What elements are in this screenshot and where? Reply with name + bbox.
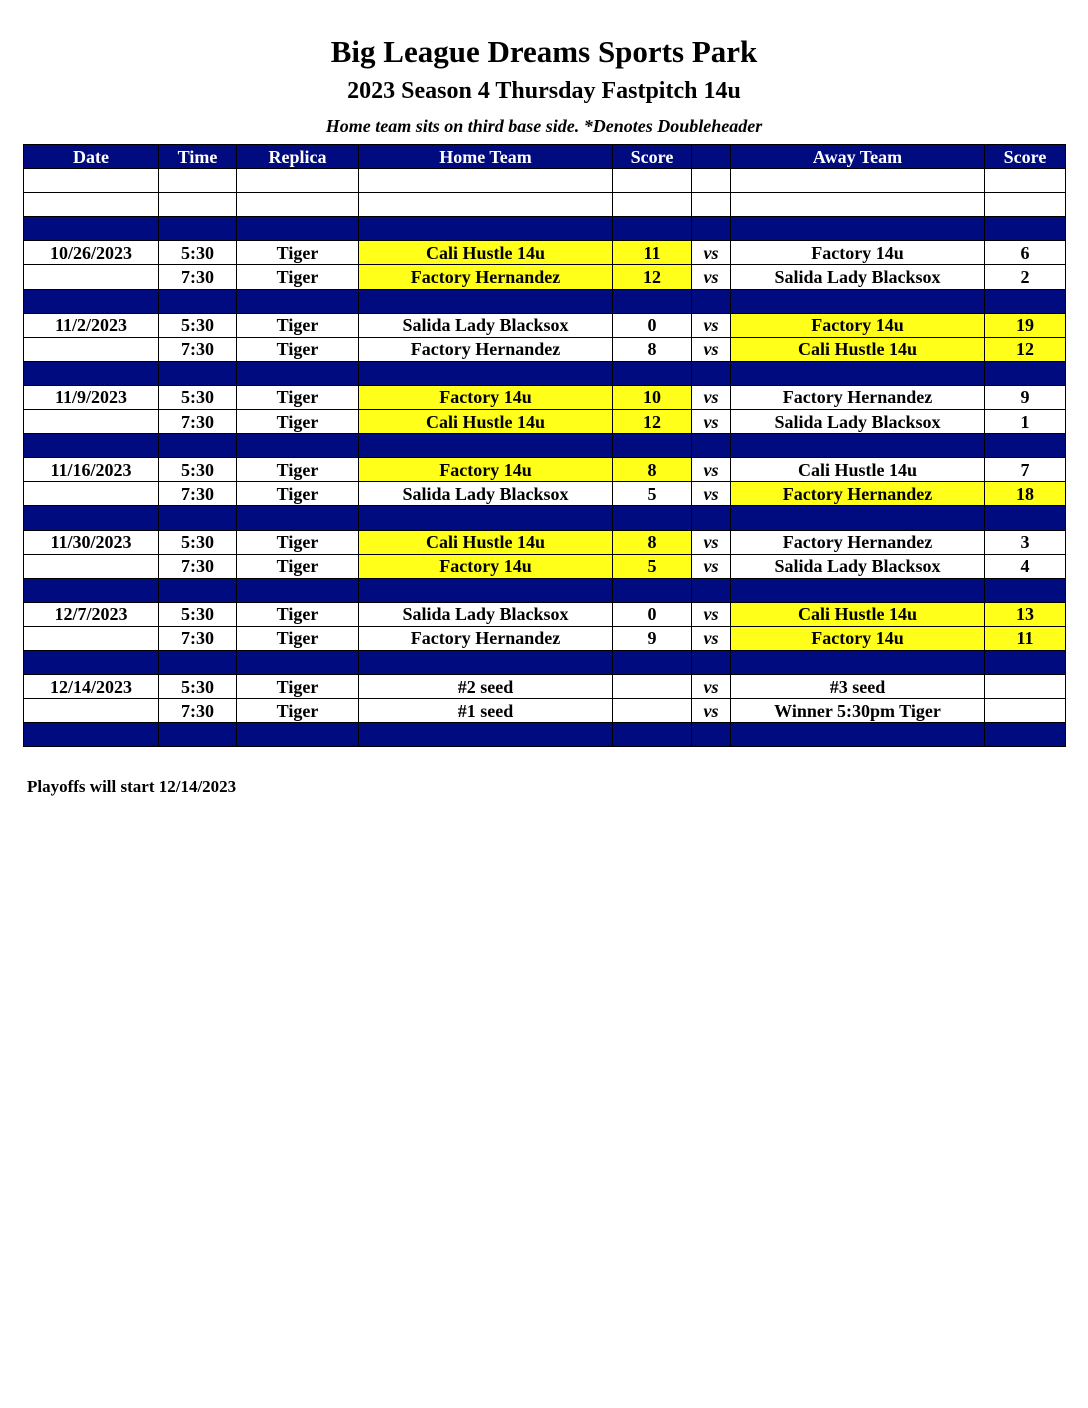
vs-cell: vs [692, 313, 731, 337]
home-team-cell: #1 seed [359, 699, 613, 723]
home-score-cell [613, 506, 692, 530]
game-row [24, 241, 1066, 265]
away-team-cell: Cali Hustle 14u [731, 458, 985, 482]
date-cell: 12/7/2023 [24, 602, 159, 626]
away-team-cell [731, 650, 985, 674]
away-team-cell: Factory Hernandez [731, 482, 985, 506]
away-score-cell: 18 [985, 482, 1066, 506]
date-cell [24, 193, 159, 217]
date-cell: 11/9/2023 [24, 385, 159, 409]
away-team-cell: Factory Hernandez [731, 385, 985, 409]
date-cell [24, 217, 159, 241]
vs-cell [692, 289, 731, 313]
replica-cell: Tiger [237, 626, 359, 650]
home-score-cell: 8 [613, 458, 692, 482]
home-team-cell: Factory Hernandez [359, 626, 613, 650]
game-row [24, 313, 1066, 337]
date-cell: 11/30/2023 [24, 530, 159, 554]
replica-cell [237, 578, 359, 602]
away-team-cell [731, 506, 985, 530]
column-header-home-team: Home Team [359, 145, 613, 169]
home-team-cell: Factory Hernandez [359, 265, 613, 289]
date-cell [24, 578, 159, 602]
replica-cell: Tiger [237, 458, 359, 482]
home-score-cell: 12 [613, 265, 692, 289]
replica-cell: Tiger [237, 675, 359, 699]
time-cell [159, 723, 237, 747]
vs-cell: vs [692, 482, 731, 506]
vs-cell [692, 434, 731, 458]
date-cell: 11/2/2023 [24, 313, 159, 337]
date-cell [24, 337, 159, 361]
away-score-cell: 11 [985, 626, 1066, 650]
home-team-cell: #2 seed [359, 675, 613, 699]
column-header-home-score: Score [613, 145, 692, 169]
away-score-cell [985, 723, 1066, 747]
away-score-cell [985, 699, 1066, 723]
separator-row [24, 506, 1066, 530]
vs-cell: vs [692, 241, 731, 265]
away-score-cell [985, 361, 1066, 385]
away-score-cell [985, 289, 1066, 313]
game-row [24, 385, 1066, 409]
away-team-cell [731, 289, 985, 313]
game-row [24, 699, 1066, 723]
date-cell: 12/14/2023 [24, 675, 159, 699]
away-score-cell [985, 217, 1066, 241]
home-team-cell: Salida Lady Blacksox [359, 313, 613, 337]
away-team-cell: Cali Hustle 14u [731, 602, 985, 626]
separator-row [24, 217, 1066, 241]
column-header-date: Date [24, 145, 159, 169]
time-cell: 7:30 [159, 337, 237, 361]
home-team-cell [359, 169, 613, 193]
date-cell [24, 361, 159, 385]
home-team-cell [359, 217, 613, 241]
replica-cell [237, 723, 359, 747]
vs-cell: vs [692, 337, 731, 361]
date-cell: 10/26/2023 [24, 241, 159, 265]
game-row [24, 265, 1066, 289]
time-cell [159, 578, 237, 602]
time-cell [159, 289, 237, 313]
home-score-cell [613, 650, 692, 674]
home-score-cell: 0 [613, 313, 692, 337]
home-team-cell [359, 723, 613, 747]
away-score-cell: 2 [985, 265, 1066, 289]
replica-cell: Tiger [237, 385, 359, 409]
home-team-cell [359, 578, 613, 602]
column-header-replica: Replica [237, 145, 359, 169]
away-team-cell: Salida Lady Blacksox [731, 410, 985, 434]
table-header-row [24, 145, 1066, 169]
home-score-cell [613, 289, 692, 313]
home-score-cell [613, 434, 692, 458]
home-team-cell: Factory 14u [359, 385, 613, 409]
replica-cell [237, 217, 359, 241]
separator-row [24, 361, 1066, 385]
replica-cell [237, 289, 359, 313]
home-score-cell: 12 [613, 410, 692, 434]
time-cell: 7:30 [159, 699, 237, 723]
page-title: Big League Dreams Sports Park [330, 34, 758, 69]
home-score-cell [613, 217, 692, 241]
replica-cell: Tiger [237, 699, 359, 723]
home-score-cell [613, 723, 692, 747]
game-row [24, 554, 1066, 578]
time-cell: 5:30 [159, 530, 237, 554]
time-cell: 7:30 [159, 410, 237, 434]
home-team-cell: Factory 14u [359, 554, 613, 578]
home-score-cell [613, 675, 692, 699]
away-score-cell: 6 [985, 241, 1066, 265]
home-team-cell: Factory 14u [359, 458, 613, 482]
home-score-cell [613, 699, 692, 723]
date-cell [24, 169, 159, 193]
replica-cell: Tiger [237, 602, 359, 626]
game-row [24, 602, 1066, 626]
replica-cell: Tiger [237, 410, 359, 434]
vs-cell [692, 578, 731, 602]
separator-row [24, 723, 1066, 747]
replica-cell [237, 169, 359, 193]
home-score-cell [613, 193, 692, 217]
away-team-cell: Salida Lady Blacksox [731, 554, 985, 578]
game-row [24, 410, 1066, 434]
vs-cell: vs [692, 458, 731, 482]
away-score-cell [985, 506, 1066, 530]
time-cell [159, 169, 237, 193]
away-team-cell [731, 361, 985, 385]
date-cell [24, 650, 159, 674]
vs-cell [692, 723, 731, 747]
date-cell [24, 289, 159, 313]
column-header-vs [692, 145, 731, 169]
game-row [24, 482, 1066, 506]
separator-row [24, 289, 1066, 313]
time-cell: 5:30 [159, 675, 237, 699]
time-cell: 7:30 [159, 626, 237, 650]
time-cell [159, 506, 237, 530]
vs-cell [692, 361, 731, 385]
home-team-cell: Cali Hustle 14u [359, 241, 613, 265]
home-score-cell: 5 [613, 482, 692, 506]
schedule-table [23, 144, 1066, 747]
vs-cell: vs [692, 699, 731, 723]
time-cell [159, 193, 237, 217]
home-team-cell [359, 434, 613, 458]
time-cell: 5:30 [159, 458, 237, 482]
home-team-cell: Salida Lady Blacksox [359, 602, 613, 626]
away-score-cell [985, 650, 1066, 674]
away-score-cell: 19 [985, 313, 1066, 337]
vs-cell: vs [692, 530, 731, 554]
away-score-cell: 9 [985, 385, 1066, 409]
away-score-cell [985, 675, 1066, 699]
replica-cell [237, 361, 359, 385]
vs-cell: vs [692, 626, 731, 650]
replica-cell: Tiger [237, 554, 359, 578]
date-cell [24, 626, 159, 650]
time-cell [159, 361, 237, 385]
away-team-cell: Cali Hustle 14u [731, 337, 985, 361]
date-cell [24, 554, 159, 578]
vs-cell [692, 506, 731, 530]
away-team-cell: Winner 5:30pm Tiger [731, 699, 985, 723]
replica-cell [237, 193, 359, 217]
away-team-cell [731, 169, 985, 193]
time-cell: 5:30 [159, 385, 237, 409]
away-team-cell: Factory 14u [731, 241, 985, 265]
away-score-cell: 4 [985, 554, 1066, 578]
away-score-cell: 1 [985, 410, 1066, 434]
vs-cell: vs [692, 602, 731, 626]
replica-cell: Tiger [237, 530, 359, 554]
away-team-cell: Salida Lady Blacksox [731, 265, 985, 289]
away-team-cell [731, 723, 985, 747]
home-score-cell [613, 578, 692, 602]
replica-cell [237, 434, 359, 458]
date-cell [24, 723, 159, 747]
home-score-cell: 0 [613, 602, 692, 626]
time-cell: 7:30 [159, 265, 237, 289]
schedule-body [24, 169, 1066, 747]
away-team-cell [731, 434, 985, 458]
home-team-cell [359, 193, 613, 217]
replica-cell: Tiger [237, 265, 359, 289]
column-header-away-score: Score [985, 145, 1066, 169]
page-note: Home team sits on third base side. *Denotes Doubleheader [325, 116, 763, 136]
home-score-cell: 8 [613, 530, 692, 554]
replica-cell: Tiger [237, 241, 359, 265]
away-score-cell: 13 [985, 602, 1066, 626]
home-score-cell: 5 [613, 554, 692, 578]
home-score-cell: 10 [613, 385, 692, 409]
away-score-cell: 7 [985, 458, 1066, 482]
time-cell [159, 434, 237, 458]
game-row [24, 626, 1066, 650]
time-cell [159, 650, 237, 674]
away-score-cell: 3 [985, 530, 1066, 554]
replica-cell [237, 506, 359, 530]
vs-cell [692, 217, 731, 241]
away-score-cell [985, 193, 1066, 217]
time-cell: 5:30 [159, 602, 237, 626]
column-header-time: Time [159, 145, 237, 169]
vs-cell [692, 193, 731, 217]
vs-cell: vs [692, 554, 731, 578]
game-row [24, 675, 1066, 699]
home-score-cell: 11 [613, 241, 692, 265]
game-row [24, 530, 1066, 554]
page-subtitle: 2023 Season 4 Thursday Fastpitch 14u [347, 78, 741, 104]
home-team-cell: Cali Hustle 14u [359, 410, 613, 434]
game-row [24, 337, 1066, 361]
date-cell [24, 410, 159, 434]
time-cell: 5:30 [159, 313, 237, 337]
home-score-cell [613, 361, 692, 385]
vs-cell: vs [692, 265, 731, 289]
replica-cell: Tiger [237, 482, 359, 506]
time-cell: 7:30 [159, 554, 237, 578]
away-score-cell: 12 [985, 337, 1066, 361]
blank-row [24, 169, 1066, 193]
date-cell [24, 506, 159, 530]
home-team-cell [359, 289, 613, 313]
vs-cell: vs [692, 385, 731, 409]
vs-cell [692, 169, 731, 193]
away-score-cell [985, 434, 1066, 458]
blank-row [24, 193, 1066, 217]
away-team-cell: Factory Hernandez [731, 530, 985, 554]
separator-row [24, 650, 1066, 674]
vs-cell [692, 650, 731, 674]
home-team-cell: Salida Lady Blacksox [359, 482, 613, 506]
away-score-cell [985, 169, 1066, 193]
time-cell: 5:30 [159, 241, 237, 265]
home-team-cell [359, 361, 613, 385]
date-cell: 11/16/2023 [24, 458, 159, 482]
separator-row [24, 578, 1066, 602]
away-team-cell [731, 578, 985, 602]
replica-cell: Tiger [237, 337, 359, 361]
date-cell [24, 699, 159, 723]
replica-cell [237, 650, 359, 674]
home-team-cell [359, 506, 613, 530]
home-team-cell [359, 650, 613, 674]
separator-row [24, 434, 1066, 458]
home-score-cell: 9 [613, 626, 692, 650]
vs-cell: vs [692, 675, 731, 699]
date-cell [24, 434, 159, 458]
away-team-cell [731, 217, 985, 241]
game-row [24, 458, 1066, 482]
vs-cell: vs [692, 410, 731, 434]
home-team-cell: Cali Hustle 14u [359, 530, 613, 554]
away-team-cell [731, 193, 985, 217]
home-team-cell: Factory Hernandez [359, 337, 613, 361]
footer-note: Playoffs will start 12/14/2023 [27, 777, 237, 796]
away-score-cell [985, 578, 1066, 602]
time-cell: 7:30 [159, 482, 237, 506]
home-score-cell: 8 [613, 337, 692, 361]
home-score-cell [613, 169, 692, 193]
date-cell [24, 265, 159, 289]
away-team-cell: #3 seed [731, 675, 985, 699]
away-team-cell: Factory 14u [731, 626, 985, 650]
column-header-away-team: Away Team [731, 145, 985, 169]
date-cell [24, 482, 159, 506]
away-team-cell: Factory 14u [731, 313, 985, 337]
time-cell [159, 217, 237, 241]
replica-cell: Tiger [237, 313, 359, 337]
